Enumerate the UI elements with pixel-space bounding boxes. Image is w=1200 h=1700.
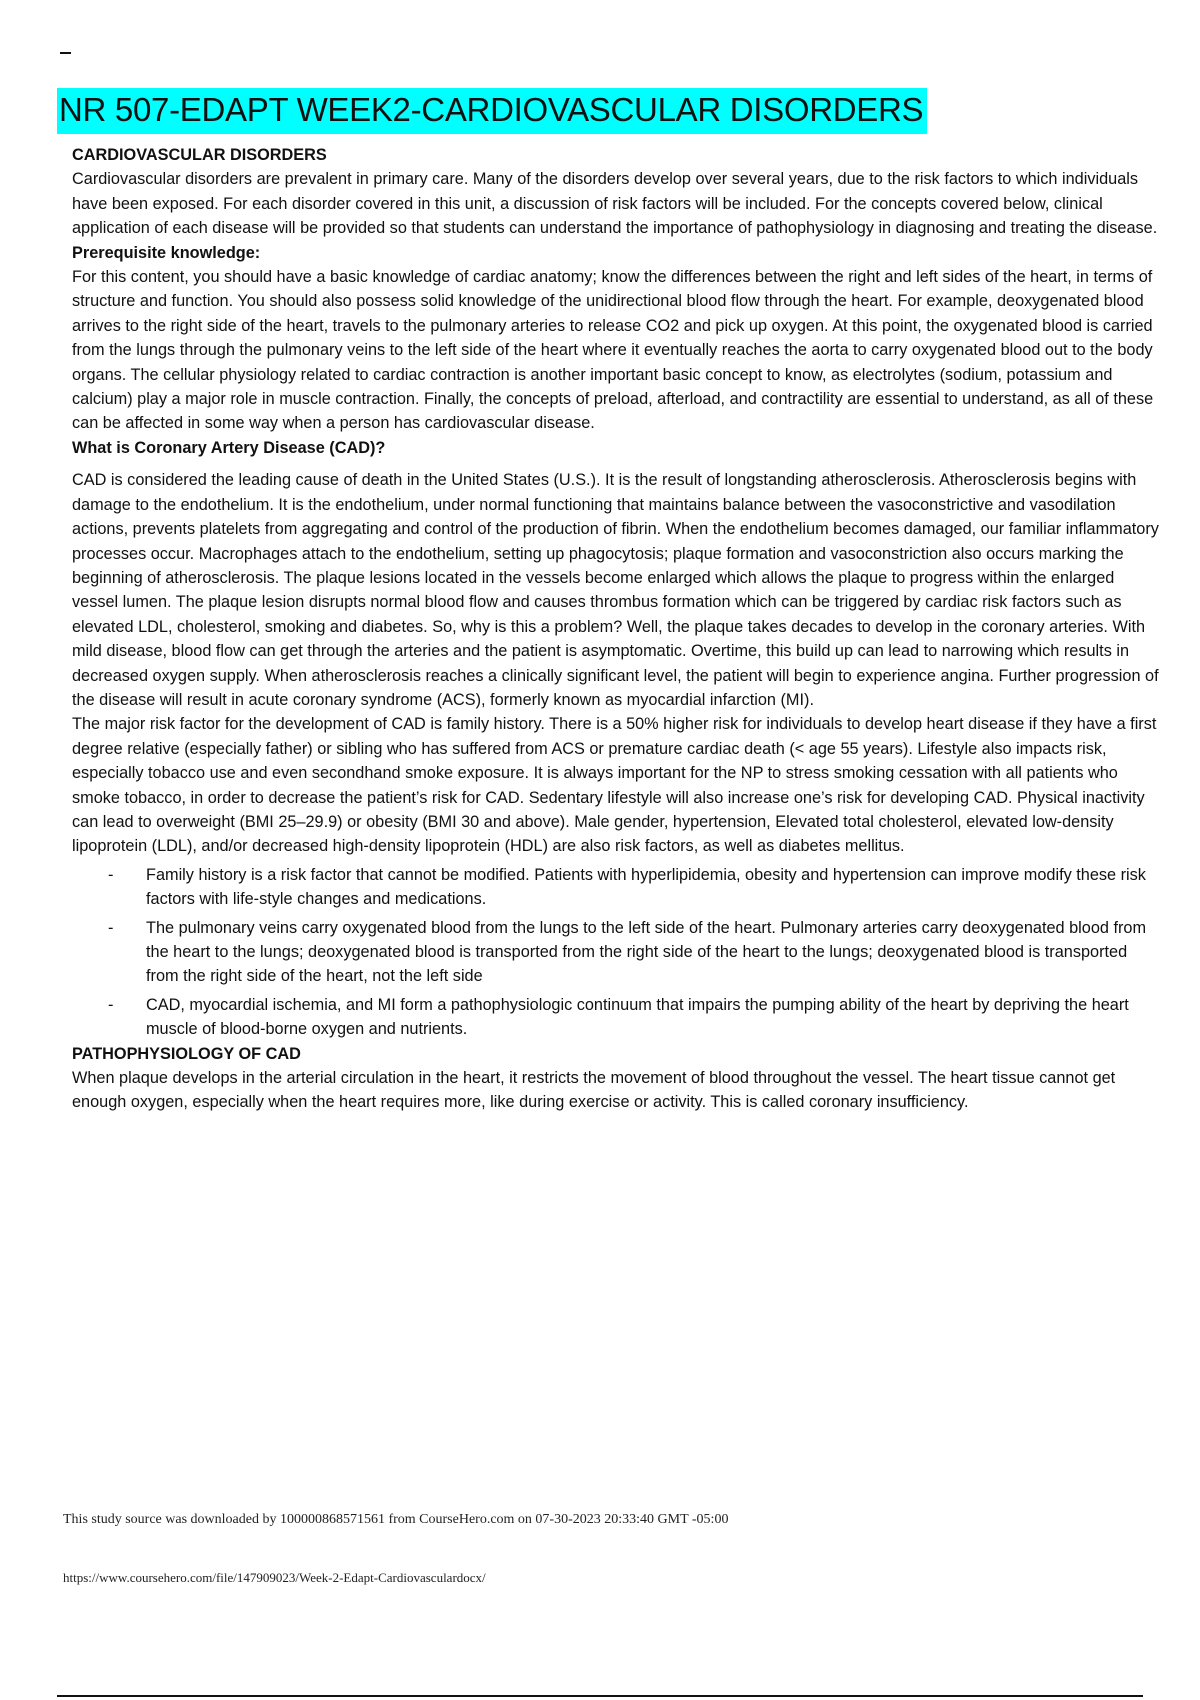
paragraph-pathophysiology: When plaque develops in the arterial circulation in the heart, it restricts the movement of blood throughout the vessel. The heart tissue cannot get enough oxygen, especially when the heart requires more, like during exercise or activity. This is called coronary insufficiency. — [72, 1069, 1116, 1112]
paragraph-cad-risk-factors: The major risk factor for the development of CAD is family history. There is a 50% higher risk for individuals to develop heart disease if they have a first degree relative (especially father) or sibling who has suffered from ACS or premature cardiac death (< age 55 years). Lifestyle also impacts risk, especially tobacco use and even secondhand smoke exposure. It is always important for the NP to stress smoking cessation with all patients who smoke tobacco, in order to decrease the patient’s risk for CAD. Sedentary lifestyle will also increase one’s risk for developing CAD. Physical inactivity can lead to overweight (BMI 25–29.9) or obesity (BMI 30 and above). Male gender, hypertension, Elevated total cholesterol, elevated low-density lipoprotein (LDL), and/or decreased high-density lipoprotein (HDL) are also risk factors, as well as diabetes mellitus. — [72, 715, 1157, 856]
paragraph-cardiovascular-intro: Cardiovascular disorders are prevalent in primary care. Many of the disorders develop over several years, due to the risk factors to which individuals have been exposed. For each disorder covered in this unit, a discussion of risk factors will be included. For the concepts covered below, clinical application of each disease will be provided so that students can understand the importance of pathophysiology in diagnosing and treating the disease. — [72, 170, 1158, 238]
heading-what-is-cad: What is Coronary Artery Disease (CAD)? — [72, 438, 386, 457]
title-highlight — [57, 88, 927, 134]
heading-pathophysiology-of-cad: PATHOPHYSIOLOGY OF CAD — [72, 1044, 301, 1063]
heading-prerequisite-knowledge: Prerequisite knowledge: — [72, 243, 261, 262]
heading-cardiovascular-disorders: CARDIOVASCULAR DISORDERS — [72, 146, 327, 164]
paragraph-cad-definition: CAD is considered the leading cause of death in the United States (U.S.). It is the result of longstanding atherosclerosis. Atherosclerosis begins with damage to the endothelium. It is the endothelium, under normal functioning that maintains balance between the vasoconstrictive and vasodilation actions, prevents platelets from aggregating and control of the production of fibrin. When the endothelium becomes damaged, our familiar inflammatory processes occur. Macrophages attach to the endothelium, setting up phagocytosis; plaque formation and vasoconstriction also occurs marking the beginning of atherosclerosis. The plaque lesions located in the vessels become enlarged which allows the plaque to progress within the enlarged vessel lumen. The plaque lesion disrupts normal blood flow and causes thrombus formation which can be triggered by cardiac risk factors such as elevated LDL, cholesterol, smoking and diabetes. So, why is this a problem? Well, the plaque takes decades to develop in the coronary arteries. With mild disease, blood flow can get through the arteries and the patient is asymptomatic. Overtime, this build up can lead to narrowing which results in decreased oxygen supply. When atherosclerosis reaches a clinically significant level, the patient will begin to experience angina. Further progression of the disease will result in acute coronary syndrome (ACS), formerly known as myocardial infarction (MI). — [72, 471, 1159, 709]
list-item: - CAD, myocardial ischemia, and MI form a pathophysiologic continuum that impairs the pumping ability of the heart by depriving the heart muscle of blood-borne oxygen and nutrients. — [72, 993, 1162, 1042]
document-title: NR 507-EDAPT WEEK2-CARDIOVASCULAR DISORDERS — [59, 91, 924, 128]
document-body — [72, 143, 1162, 1115]
paragraph-prerequisite: For this content, you should have a basic knowledge of cardiac anatomy; know the differences between the right and left sides of the heart, in terms of structure and function. You should also possess solid knowledge of the unidirectional blood flow through the heart. For example, deoxygenated blood arrives to the right side of the heart, travels to the pulmonary arteries to release CO2 and pick up oxygen. At this point, the oxygenated blood is carried from the lungs through the pulmonary veins to the left side of the heart where it eventually reaches the aorta to carry oxygenated blood out to the body organs. The cellular physiology related to cardiac contraction is another important basic concept to know, as electrolytes (sodium, potassium and calcium) play a major role in muscle contraction. Finally, the concepts of preload, afterload, and contractility are essential to understand, as all of these can be affected in some way when a person has cardiovascular disease. — [72, 268, 1154, 433]
source-url[interactable]: https://www.coursehero.com/file/147909023/Week-2-Edapt-Cardiovasculardocx/ — [63, 1570, 486, 1585]
bottom-divider — [57, 1695, 1143, 1697]
cad-bullet-list — [72, 863, 1162, 1042]
download-source-note: This study source was downloaded by 100000868571561 from CourseHero.com on 07-30-2023 20:33:40 GMT -05:00 — [63, 1512, 729, 1527]
dash-mark — [60, 52, 71, 54]
list-item: - Family history is a risk factor that cannot be modified. Patients with hyperlipidemia, obesity and hypertension can improve modify these risk factors with life-style changes and medications. — [72, 863, 1162, 912]
list-item: - The pulmonary veins carry oxygenated blood from the lungs to the left side of the heart. Pulmonary arteries carry deoxygenated blood from the heart to the lungs; deoxygenated blood is transported from the right side of the heart to the lungs; deoxygenated blood is transported from the right side of the heart, not the left side — [72, 916, 1162, 989]
